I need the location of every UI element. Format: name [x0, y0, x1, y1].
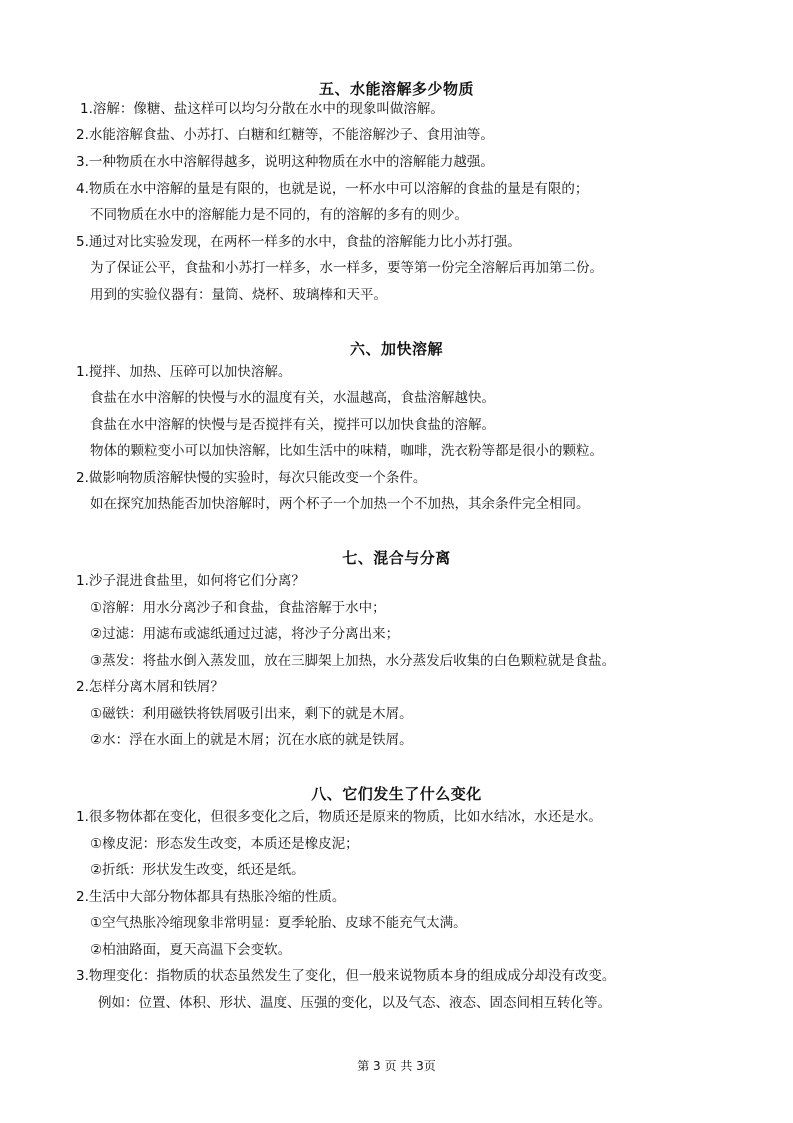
- section-title-8: 八、它们发生了什么变化: [311, 785, 482, 803]
- line: 物体的颗粒变小可以加快溶解，比如生活中的味精，咖啡，洗衣粉等都是很小的颗粒。: [90, 443, 603, 459]
- section-title-7: 七、混合与分离: [342, 549, 451, 567]
- line: 不同物质在水中的溶解能力是不同的，有的溶解的多有的则少。: [90, 207, 468, 223]
- line: 食盐在水中溶解的快慢与是否搅拌有关，搅拌可以加快食盐的溶解。: [90, 417, 495, 433]
- line: ①空气热胀冷缩现象非常明显：夏季轮胎、皮球不能充气太满。: [90, 915, 467, 931]
- line: 2.生活中大部分物体都具有热胀冷缩的性质。: [76, 889, 346, 905]
- section-title-5: 五、水能溶解多少物质: [318, 80, 474, 98]
- line: 1.沙子混进食盐里，如何将它们分离？: [76, 573, 305, 589]
- section-title-6: 六、加快溶解: [349, 340, 443, 358]
- line: ②过滤：用滤布或滤纸通过过滤，将沙子分离出来；: [90, 626, 400, 642]
- line: 食盐在水中溶解的快慢与水的温度有关，水温越高，食盐溶解越快。: [90, 390, 495, 406]
- line: 1.很多物体都在变化，但很多变化之后，物质还是原来的物质，比如水结冰，水还是水。: [76, 809, 602, 825]
- line: 5.通过对比实验发现，在两杯一样多的水中，食盐的溶解能力比小苏打强。: [76, 234, 521, 250]
- line: 2.做影响物质溶解快慢的实验时，每次只能改变一个条件。: [76, 470, 427, 486]
- line: 为了保证公平，食盐和小苏打一样多，水一样多，要等第一份完全溶解后再加第二份。: [90, 260, 603, 276]
- line: ①磁铁：利用磁铁将铁屑吸引出来，剩下的就是木屑。: [90, 706, 413, 722]
- line: ②水：浮在水面上的就是木屑；沉在水底的就是铁屑。: [90, 732, 413, 748]
- line: 例如：位置、体积、形状、温度、压强的变化，以及气态、液态、固态间相互转化等。: [98, 995, 611, 1011]
- page-footer: 第 3 页 共 3页: [357, 1059, 436, 1073]
- line: ①溶解：用水分离沙子和食盐，食盐溶解于水中；: [90, 600, 386, 616]
- line: ①橡皮泥：形态发生改变，本质还是橡皮泥；: [90, 836, 359, 852]
- line: ③蒸发：将盐水倒入蒸发皿，放在三脚架上加热，水分蒸发后收集的白色颗粒就是食盐。: [90, 653, 616, 669]
- line: ②柏油路面，夏天高温下会变软。: [90, 942, 292, 958]
- line: 2.怎样分离木屑和铁屑？: [76, 679, 224, 695]
- line: 用到的实验仪器有：量筒、烧杯、玻璃棒和天平。: [90, 287, 387, 303]
- line: 如在探究加热能否加快溶解时，两个杯子一个加热一个不加热，其余条件完全相同。: [90, 496, 590, 512]
- line: 2.水能溶解食盐、小苏打、白糖和红糖等，不能溶解沙子、食用油等。: [76, 127, 494, 143]
- line: 1.搅拌、加热、压碎可以加快溶解。: [76, 364, 292, 380]
- line: 3.一种物质在水中溶解得越多，说明这种物质在水中的溶解能力越强。: [76, 154, 494, 170]
- line: 4.物质在水中溶解的量是有限的，也就是说，一杯水中可以溶解的食盐的量是有限的；: [76, 181, 589, 197]
- line: 3.物理变化：指物质的状态虽然发生了变化，但一般来说物质本身的组成成分却没有改变。: [76, 968, 616, 984]
- line: 1.溶解：像糖、盐这样可以均匀分散在水中的现象叫做溶解。: [80, 101, 444, 117]
- line: ②折纸：形状发生改变，纸还是纸。: [90, 862, 305, 878]
